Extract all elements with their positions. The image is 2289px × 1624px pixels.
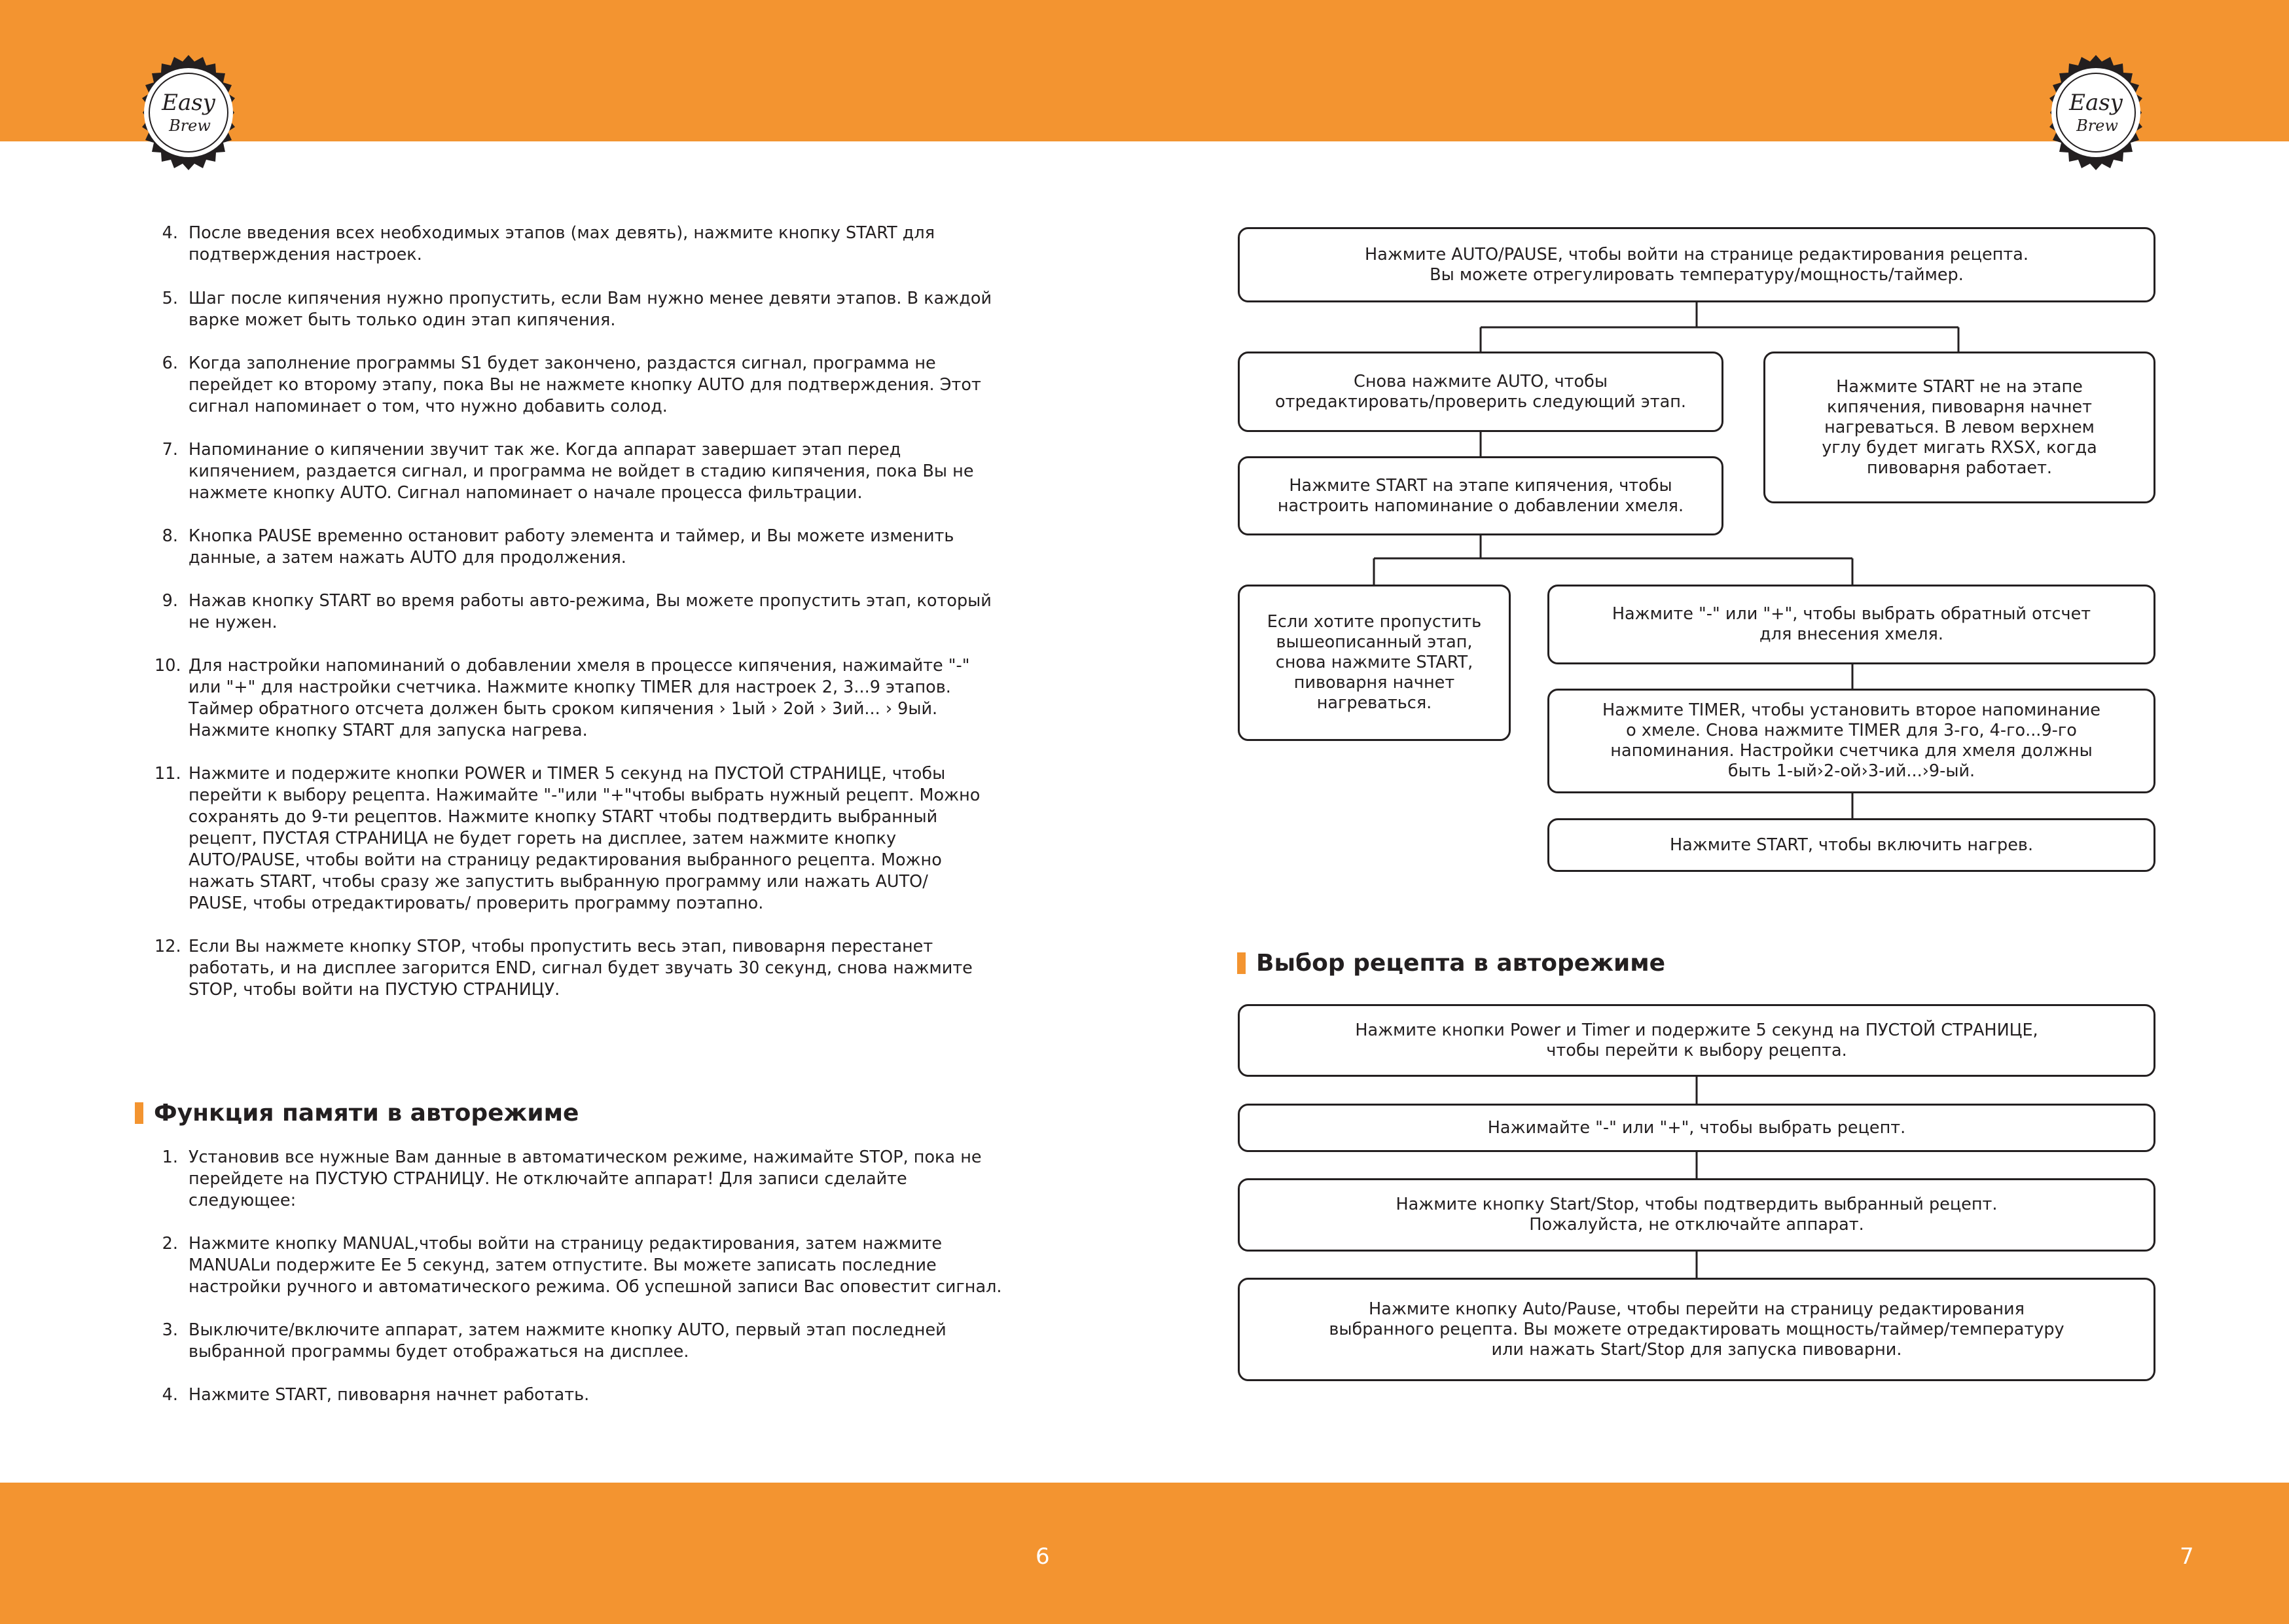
flow-box-skip-stage: Если хотите пропустить вышеописанный этап, снова нажмите START, пивоварня начнет нагреваться. [1238, 585, 1511, 741]
flow-box-start-not-boil: Нажмите START не на этапе кипячения, пивоварня начнет нагреваться. В левом верхнем углу будет мигать RXSX, когда пивоварня работает. [1763, 352, 2155, 503]
flow-box-start-heat: Нажмите START, чтобы включить нагрев. [1547, 818, 2155, 872]
list-item: 8. Кнопка PAUSE временно остановит работу элемента и таймер, и Вы можете изменить данные, а затем нажать AUTO для продолжения. [162, 526, 954, 568]
memory-heading-text: Функция памяти в авторежиме [154, 1100, 579, 1127]
list-item: 10. Для настройки напоминаний о добавлении хмеля в процессе кипячения, нажимайте "-" или "+" для настройки счетчика. Нажмите кнопку TIMER для настроек 2, 3...9 этапов. Таймер обратного отсчета должен быть сроком кипячения › 1ый › 2ой › 3ий... › 9ый. Нажмите кнопку START для запуска нагрева. [154, 656, 970, 740]
recipe-heading [1237, 950, 1665, 977]
svg-text:Brew: Brew [169, 117, 211, 135]
flow-box-timer-second: Нажмите TIMER, чтобы установить второе напоминание о хмеле. Снова нажмите TIMER для 3-го, 4-го...9-го напоминания. Настройки счетчика для хмеля должны быть 1-ый›2-ой›3-ий...›9-ый. [1547, 689, 2155, 793]
list-item: 4. После введения всех необходимых этапов (мах девять), нажмите кнопку START для подтверждения настроек. [162, 223, 935, 264]
list-item: 12. Если Вы нажмете кнопку STOP, чтобы пропустить весь этап, пивоварня перестанет работать, и на дисплее загорится END, сигнал будет звучать 30 секунд, снова нажмите STOP, чтобы войти на ПУСТУЮ СТРАНИЦУ. [154, 937, 973, 1000]
page-number-right: 7 [2180, 1543, 2194, 1570]
list-item: 4. Нажмите START, пивоварня начнет работать. [162, 1385, 590, 1405]
list-item: 5. Шаг после кипячения нужно пропустить, если Вам нужно менее девяти этапов. В каждой варке может быть только один этап кипячения. [162, 289, 992, 330]
flow-box-choose-recipe: Нажимайте "-" или "+", чтобы выбрать рецепт. [1238, 1104, 2155, 1152]
flow-box-countdown: Нажмите "-" или "+", чтобы выбрать обратный отсчет для внесения хмеля. [1547, 585, 2155, 664]
flow-box-start-boil: Нажмите START на этапе кипячения, чтобы настроить напоминание о добавлении хмеля. [1238, 456, 1723, 535]
list-item: 2. Нажмите кнопку MANUAL,чтобы войти на страницу редактирования, затем нажмите MANUALи подержите Ее 5 секунд, затем отпустите. Вы можете записать последние настройки ручного и автоматического режима. Об успешной записи Вас оповестит сигнал. [162, 1234, 1002, 1297]
flow-box-auto-pause: Нажмите AUTO/PAUSE, чтобы войти на странице редактирования рецепта. Вы можете отрегулировать температуру/мощность/таймер. [1238, 227, 2155, 302]
list-item: 6. Когда заполнение программы S1 будет закончено, раздастся сигнал, программа не перейдет ко второму этапу, пока Вы не нажмете кнопку AUTO для подтверждения. Этот сигнал напоминает о том, что нужно добавить солод. [162, 353, 981, 416]
svg-text:Easy: Easy [2069, 90, 2123, 116]
recipe-heading-text: Выбор рецепта в авторежиме [1256, 950, 1666, 977]
flow-box-power-timer: Нажмите кнопки Power и Timer и подержите 5 секунд на ПУСТОЙ СТРАНИЦЕ, чтобы перейти к выбору рецепта. [1238, 1004, 2155, 1077]
list-item: 3. Выключите/включите аппарат, затем нажмите кнопку AUTO, первый этап последней выбранной программы будет отображаться на дисплее. [162, 1320, 946, 1362]
list-item: 7. Напоминание о кипячении звучит так же. Когда аппарат завершает этап перед кипячением, раздается сигнал, и программа не войдет в стадию кипячения, пока Вы не нажмете кнопку AUTO. Сигнал напоминает о начале процесса фильтрации. [162, 440, 974, 503]
list-item: 9. Нажав кнопку START во время работы авто-режима, Вы можете пропустить этап, который не нужен. [162, 591, 992, 632]
list-item: 11. Нажмите и подержите кнопки POWER и TIMER 5 секунд на ПУСТОЙ СТРАНИЦЕ, чтобы перейти к выбору рецепта. Нажимайте "-"или "+"чтобы выбрать нужный рецепт. Можно сохранять до 9-ти рецептов. Нажмите кнопку START чтобы подтвердить выбранный рецепт, ПУСТАЯ СТРАНИЦА не будет гореть на дисплее, затем нажмите кнопку AUTO/PAUSE, чтобы войти на страницу редактирования выбранного рецепта. Можно нажать START, чтобы сразу же запустить выбранную программу или нажать AUTO/ PAUSE, чтобы отредактировать/ проверить программу поэтапно. [154, 764, 981, 913]
svg-text:Easy: Easy [162, 90, 215, 116]
heading-accent-bar [1237, 952, 1246, 974]
flow-box-auto-again: Снова нажмите AUTO, чтобы отредактировать/проверить следующий этап. [1238, 352, 1723, 432]
list-item: 1. Установив все нужные Вам данные в автоматическом режиме, нажимайте STOP, пока не перейдете на ПУСТУЮ СТРАНИЦУ. Не отключайте аппарат! Для записи сделайте следующее: [162, 1147, 982, 1210]
svg-text:Brew: Brew [2076, 117, 2118, 135]
flow-box-start-stop: Нажмите кнопку Start/Stop, чтобы подтвердить выбранный рецепт. Пожалуйста, не отключайте аппарат. [1238, 1178, 2155, 1252]
page-number-left: 6 [1036, 1543, 1050, 1570]
flow-box-auto-pause-edit: Нажмите кнопку Auto/Pause, чтобы перейти на страницу редактирования выбранного рецепта. Вы можете отредактировать мощность/таймер/температуру или нажать Start/Stop для запуска пивоварни. [1238, 1278, 2155, 1381]
